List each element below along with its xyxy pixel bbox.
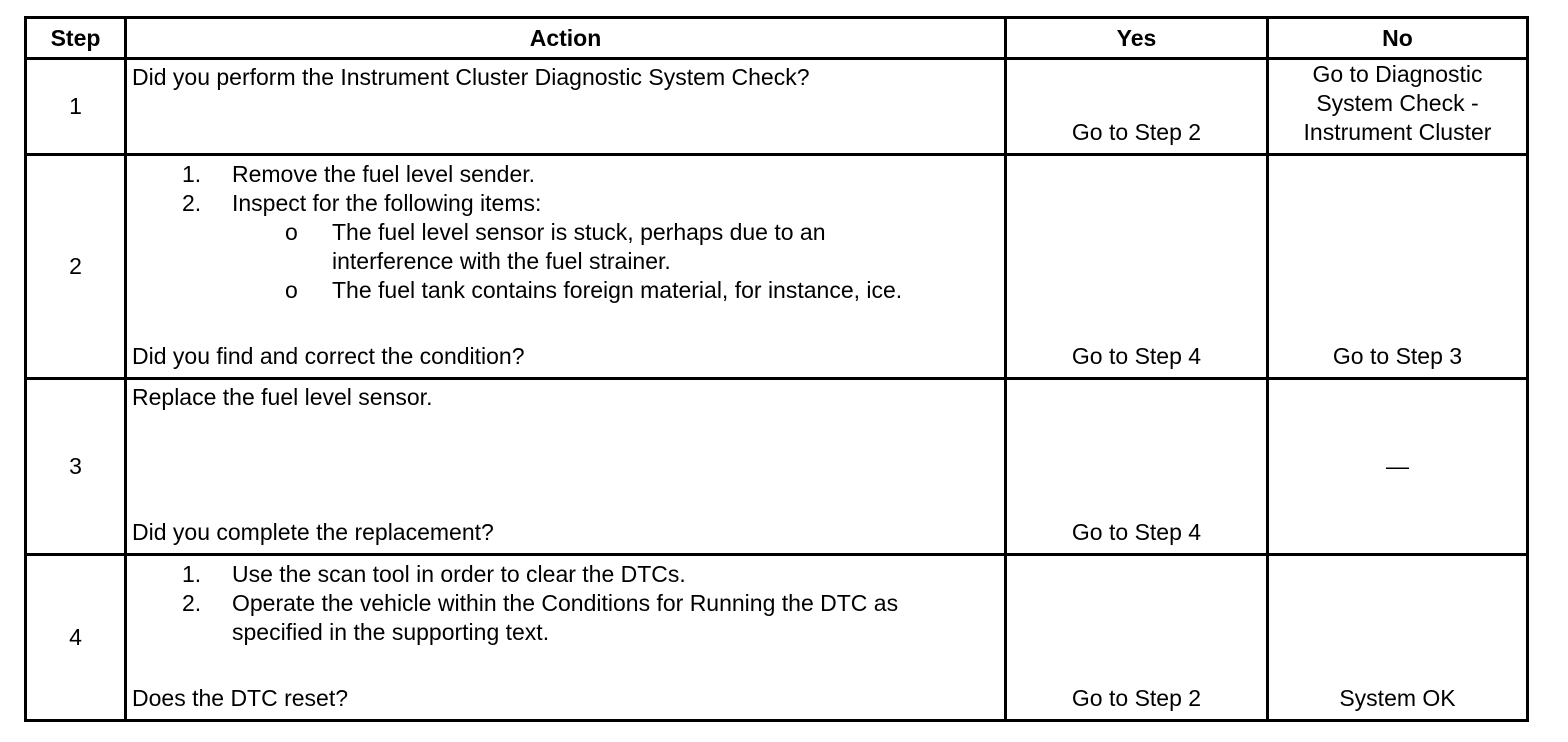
header-step: Step	[26, 18, 126, 59]
yes-result: Go to Step 2	[1006, 59, 1268, 155]
bullet-marker: o	[285, 277, 298, 303]
list-item-text: Remove the fuel level sender.	[232, 161, 536, 187]
table-row	[26, 155, 1528, 379]
yes-result: Go to Step 4	[1006, 155, 1268, 379]
no-result: System OK	[1268, 555, 1528, 721]
action-cell	[126, 555, 1006, 721]
list-number: 2.	[182, 190, 202, 216]
no-result-line: System Check -	[1316, 90, 1479, 116]
action-cell	[126, 59, 1006, 155]
step-number: 3	[26, 379, 126, 555]
no-result: Go to Step 3	[1268, 155, 1528, 379]
action-cell	[126, 379, 1006, 555]
table-row	[26, 379, 1528, 555]
bullet-text: interference with the fuel strainer.	[332, 248, 671, 274]
no-result: —	[1268, 379, 1528, 555]
no-result-line: Go to Diagnostic	[1312, 61, 1483, 87]
action-question: Does the DTC reset?	[132, 685, 349, 711]
table-row	[26, 59, 1528, 155]
action-cell	[126, 155, 1006, 379]
header-yes: Yes	[1006, 18, 1268, 59]
action-text: Did you perform the Instrument Cluster Diagnostic System Check?	[132, 64, 810, 90]
list-item-text: Inspect for the following items:	[232, 190, 542, 216]
header-no: No	[1268, 18, 1528, 59]
action-question: Did you complete the replacement?	[132, 519, 494, 545]
list-number: 1.	[182, 561, 202, 587]
list-item-text: Use the scan tool in order to clear the DTCs.	[232, 561, 686, 587]
header-action: Action	[126, 18, 1006, 59]
step-number: 1	[26, 59, 126, 155]
diagnostic-table	[24, 16, 1529, 722]
list-number: 2.	[182, 590, 202, 616]
table-row	[26, 555, 1528, 721]
bullet-marker: o	[285, 219, 298, 245]
action-text: Replace the fuel level sensor.	[132, 384, 433, 410]
yes-result: Go to Step 2	[1006, 555, 1268, 721]
no-result-line: Instrument Cluster	[1303, 119, 1492, 145]
list-item-text: Operate the vehicle within the Conditions for Running the DTC as	[232, 590, 899, 616]
action-question: Did you find and correct the condition?	[132, 343, 525, 369]
list-number: 1.	[182, 161, 202, 187]
list-item-text: specified in the supporting text.	[232, 619, 550, 645]
header-row	[26, 18, 1528, 59]
step-number: 2	[26, 155, 126, 379]
step-number: 4	[26, 555, 126, 721]
no-result	[1268, 59, 1528, 155]
bullet-text: The fuel level sensor is stuck, perhaps due to an	[332, 219, 826, 245]
bullet-text: The fuel tank contains foreign material, for instance, ice.	[332, 277, 903, 303]
yes-result: Go to Step 4	[1006, 379, 1268, 555]
